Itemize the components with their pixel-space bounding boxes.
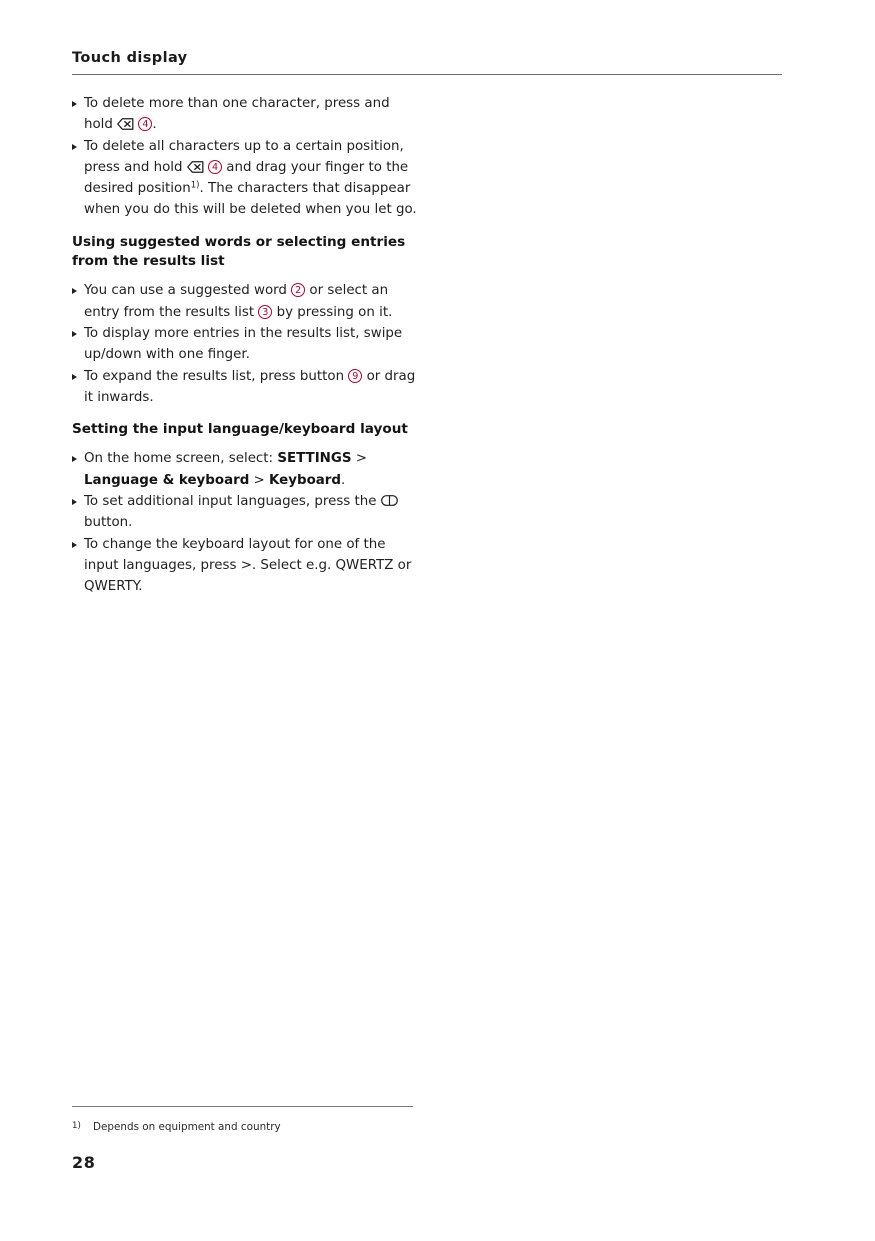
triangle-right-icon bbox=[72, 101, 77, 107]
backspace-key-icon bbox=[117, 118, 134, 130]
instruction-text: To display more entries in the results list, swipe up/down with one finger. bbox=[84, 325, 403, 363]
instruction-item bbox=[72, 534, 417, 598]
header-divider bbox=[72, 74, 782, 75]
instruction-item bbox=[72, 491, 417, 534]
page-number: 28 bbox=[72, 1153, 96, 1172]
instruction-item bbox=[72, 93, 417, 136]
instruction-item bbox=[72, 280, 417, 323]
spacer bbox=[72, 408, 417, 420]
spacer bbox=[72, 439, 417, 448]
callout-number-4: 4 bbox=[138, 117, 152, 131]
instruction-text: To change the keyboard layout for one of the input languages, press >. Select e.g. QWERTZ or QWERTY. bbox=[84, 536, 412, 595]
callout-number-2: 2 bbox=[291, 283, 305, 297]
menu-path-token: Language & keyboard bbox=[84, 472, 250, 488]
section-heading: Setting the input language/keyboard layout bbox=[72, 421, 408, 438]
instruction-text: You can use a suggested word 2 or select an entry from the results list 3 by pressing on it. bbox=[84, 283, 393, 320]
triangle-right-icon bbox=[72, 542, 77, 548]
triangle-right-icon bbox=[72, 144, 77, 150]
callout-number-4: 4 bbox=[208, 160, 222, 174]
instruction-item bbox=[72, 448, 417, 491]
instruction-item bbox=[72, 323, 417, 366]
triangle-right-icon bbox=[72, 331, 77, 337]
triangle-right-icon bbox=[72, 374, 77, 380]
footnote-reference: 1) bbox=[190, 180, 200, 191]
instruction-item bbox=[72, 136, 417, 221]
running-header bbox=[72, 50, 782, 75]
menu-path-token: SETTINGS bbox=[277, 451, 352, 467]
footnote-marker: 1) bbox=[72, 1121, 81, 1131]
instruction-list bbox=[72, 280, 417, 408]
language-toggle-button-icon bbox=[381, 495, 398, 506]
footnote-area bbox=[72, 1106, 413, 1134]
instruction-list bbox=[72, 93, 417, 221]
instruction-item bbox=[72, 366, 417, 409]
instruction-text: To expand the results list, press button 9 or drag it inwards. bbox=[84, 368, 416, 405]
backspace-key-icon bbox=[187, 161, 204, 173]
spacer bbox=[72, 271, 417, 280]
instruction-text: To delete all characters up to a certain position, press and hold 4 and drag your finger to the desired position$^{1)}$. The characters that disappear when you do this will be deleted when you let go. bbox=[84, 138, 417, 218]
triangle-right-icon bbox=[72, 288, 77, 294]
footnote-text: Depends on equipment and country bbox=[93, 1121, 281, 1133]
instruction-list bbox=[72, 448, 417, 597]
triangle-right-icon bbox=[72, 499, 77, 505]
spacer bbox=[72, 221, 417, 233]
instruction-text: To set additional input languages, press the button. bbox=[84, 494, 398, 530]
content-column bbox=[72, 93, 417, 598]
menu-path-token: Keyboard bbox=[269, 472, 341, 488]
instruction-text: To delete more than one character, press and hold 4 . bbox=[84, 96, 390, 133]
footnote-entry bbox=[72, 1120, 413, 1134]
callout-number-3: 3 bbox=[258, 305, 272, 319]
triangle-right-icon bbox=[72, 456, 77, 462]
page-title: Touch display bbox=[72, 50, 188, 66]
section-heading: Using suggested words or selecting entries from the results list bbox=[72, 233, 406, 270]
instruction-text: On the home screen, select: SETTINGS > Language & keyboard > Keyboard. bbox=[84, 451, 368, 488]
callout-number-9: 9 bbox=[348, 369, 362, 383]
footnote-divider bbox=[72, 1106, 413, 1107]
